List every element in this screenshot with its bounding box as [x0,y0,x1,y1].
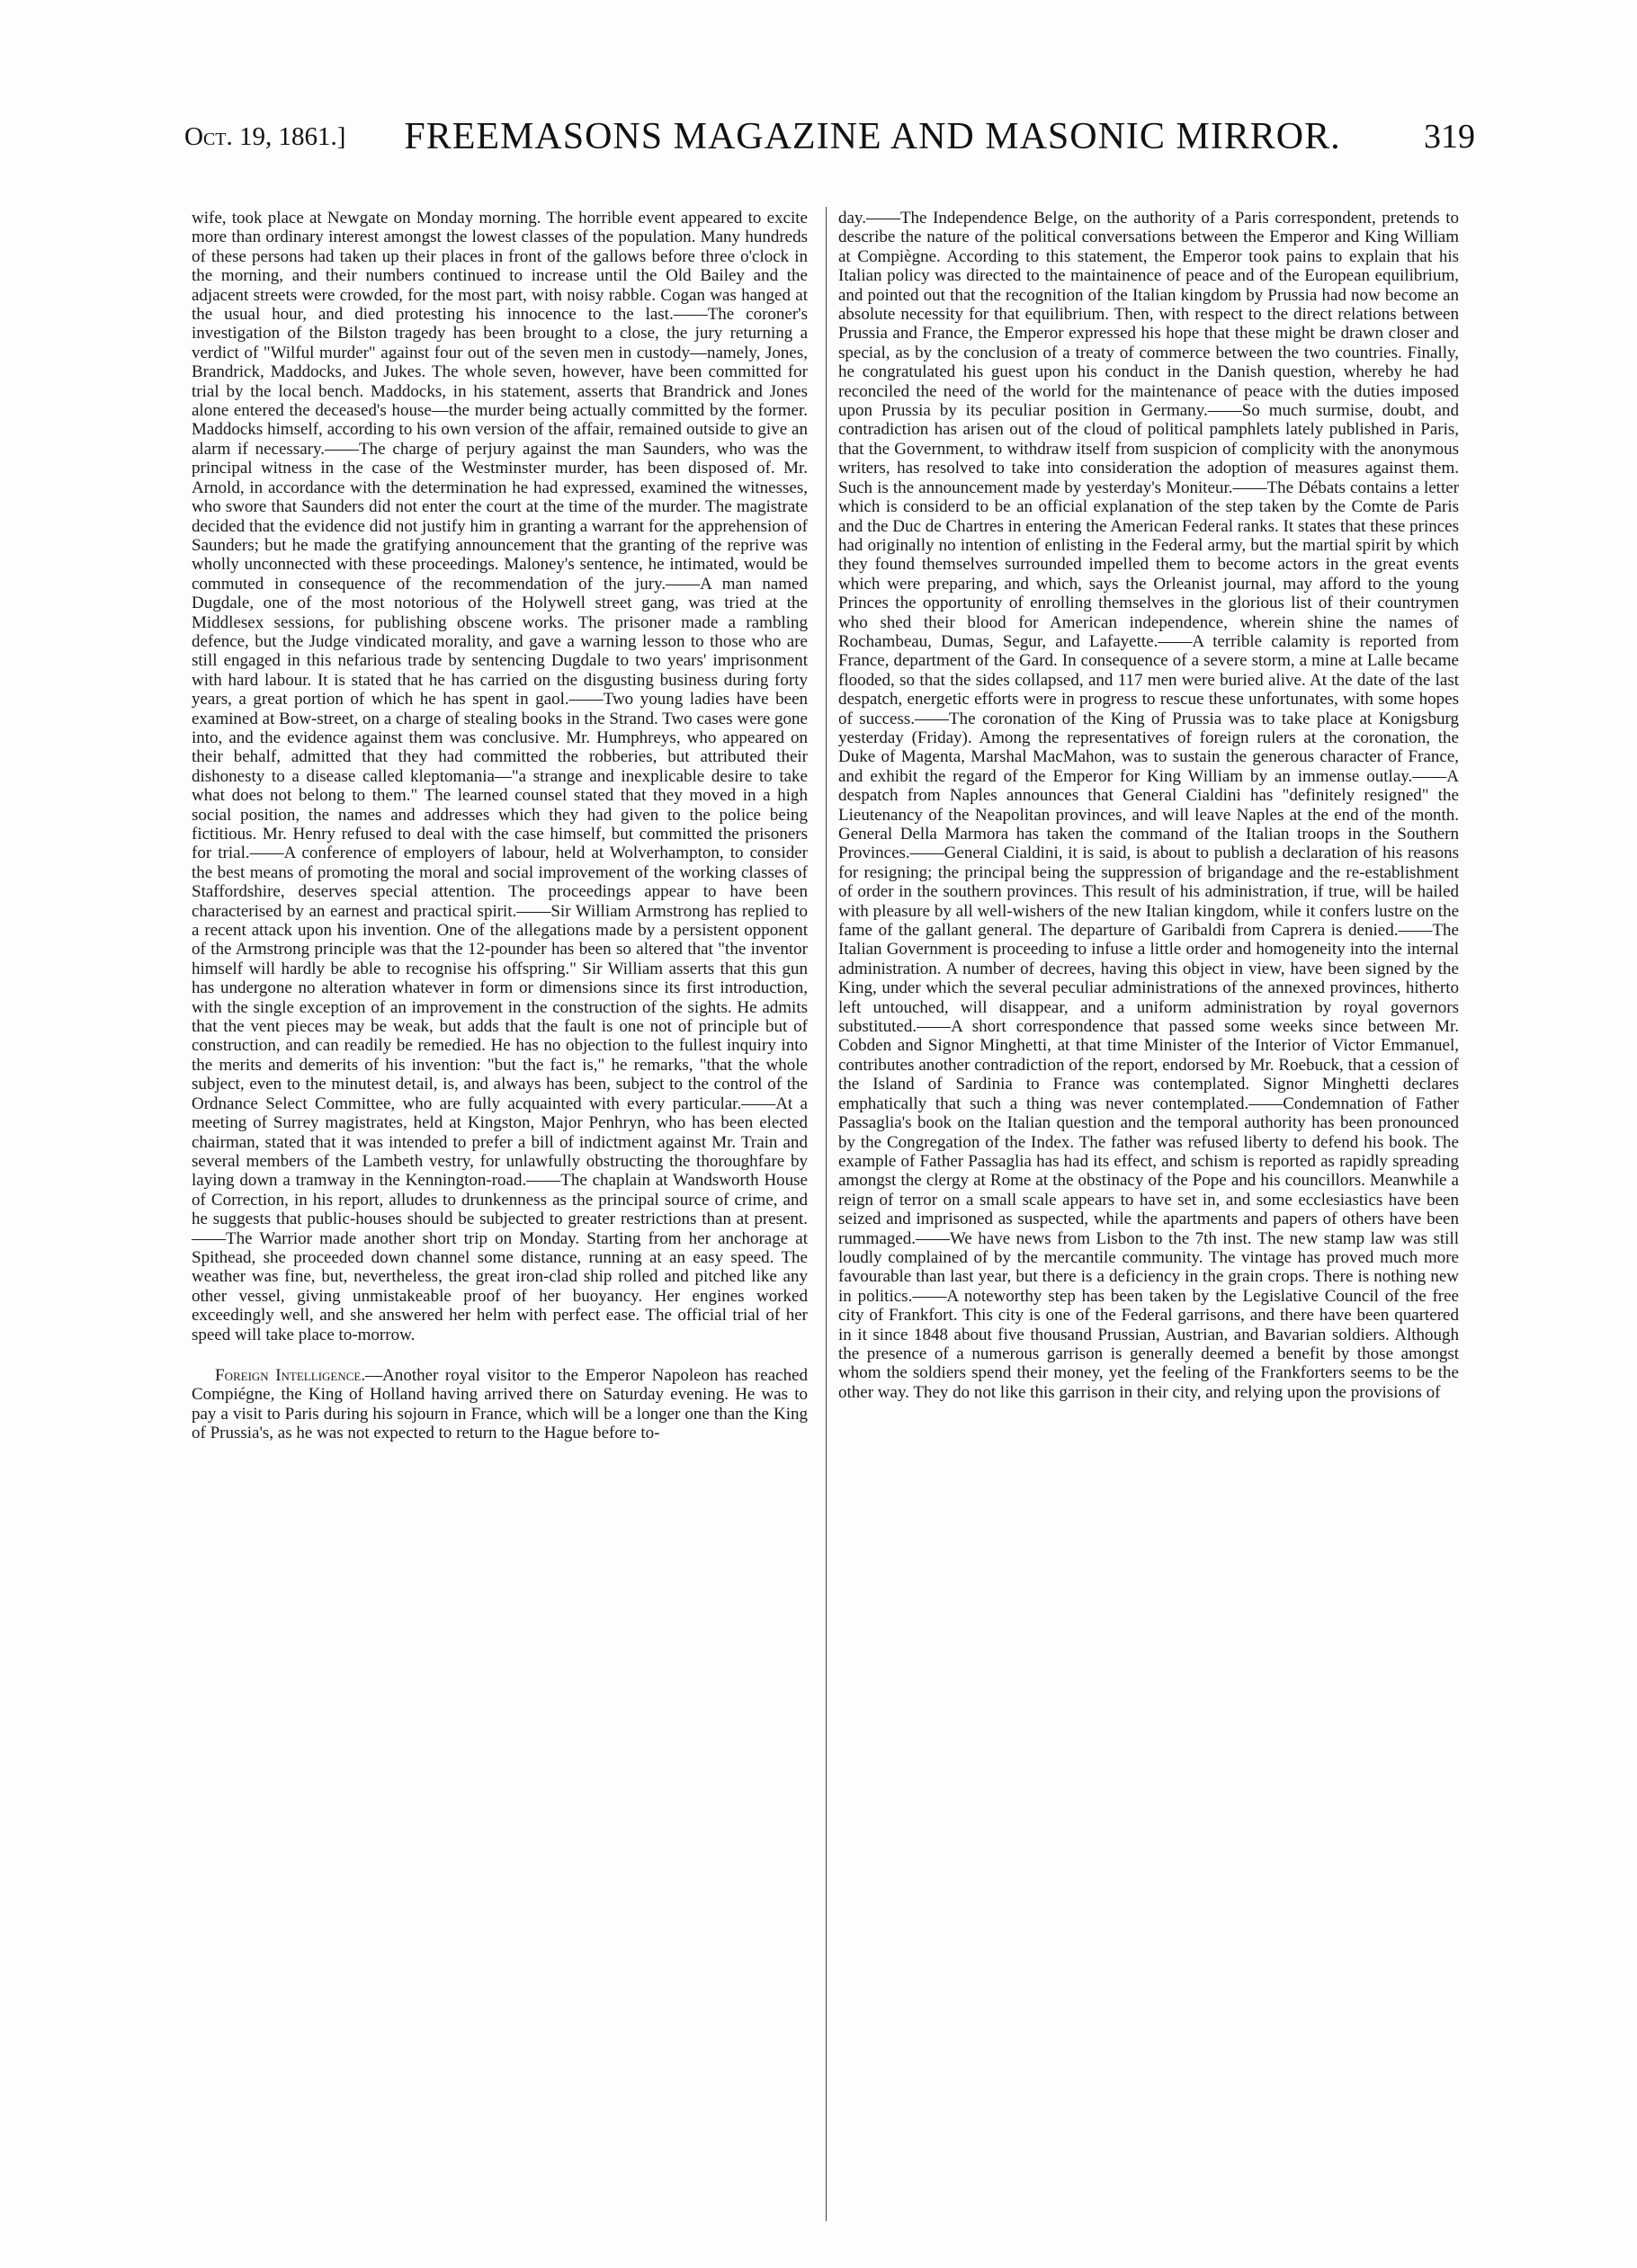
column-rule [826,207,827,2221]
foreign-intelligence-paragraph [192,1366,808,1443]
running-header [184,115,1475,158]
publication-title: FREEMASONS MAGAZINE AND MASONIC MIRROR. [404,116,1341,157]
issue-date: Oct. 19, 1861.] [184,122,346,151]
left-column [192,209,808,2223]
right-column [838,209,1459,2223]
article-paragraph: wife, took place at Newgate on Monday morning. The horrible event appeared to excite more than ordinary interest amongst the lowest classes of the population. Many hundreds of these persons had taken up their places in front of the gallows before three o'clock in the morning, and their numbers continued to increase until the Old Bailey and the adjacent streets were crowded, for the most part, with noisy rabble. Cogan was hanged at the usual hour, and died protesting his innocence to the last.——The coroner's investigation of the Bilston tragedy has been brought to a close, the jury returning a verdict of "Wilful murder" against four out of the seven men in custody—namely, Jones, Brandrick, Maddocks, and Jukes. The whole seven, however, have been committed for trial by the local bench. Maddocks, in his statement, asserts that Brandrick and Jones alone entered the deceased's house—the murder being actually committed by the former. Maddocks himself, according to his own version of the affair, remained outside to give an alarm if necessary.——The charge of perjury against the man Saunders, who was the principal witness in the case of the Westminster murder, has been disposed of. Mr. Arnold, in accordance with the determination he had expressed, examined the witnesses, who swore that Saunders did not enter the court at the time of the murder. The magistrate decided that the evidence did not justify him in granting a warrant for the apprehension of Saunders; but he made the gratifying announcement that the granting of the reprive was wholly unconnected with these proceedings. Maloney's sentence, he intimated, would be commuted in consequence of the recommendation of the jury.——A man named Dugdale, one of the most notorious of the Holywell street gang, was tried at the Middlesex sessions, for publishing obscene works. The prisoner made a rambling defence, but the Judge vindicated morality, and gave a warning lesson to those who are still engaged in this nefarious trade by sentencing Dugdale to two years' imprisonment with hard labour. It is stated that he has carried on the disgusting business during forty years, a great portion of which he has spent in gaol.——Two young ladies have been examined at Bow-street, on a charge of stealing books in the Strand. Two cases were gone into, and the evidence against them was conclusive. Mr. Humphreys, who appeared on their behalf, admitted that they had committed the robberies, but attributed their dishonesty to a disease called kleptomania—"a strange and inexplicable desire to take what does not belong to them." The learned counsel stated that they moved in a high social position, the names and addresses which they had given to the police being fictitious. Mr. Henry refused to deal with the case himself, but committed the prisoners for trial.——A conference of employers of labour, held at Wolverhampton, to consider the best means of promoting the moral and social improvement of the working classes of Staffordshire, deserves special attention. The proceedings appear to have been characterised by an earnest and practical spirit.——Sir William Armstrong has replied to a recent attack upon his invention. One of the allegations made by a persistent opponent of the Armstrong principle was that the 12-pounder has been so altered that "the inventor himself will hardly be able to recognise his offspring." Sir William asserts that this gun has undergone no alteration whatever in form or dimensions since its first introduction, with the single exception of an improvement in the construction of the sights. He admits that the vent pieces may be weak, but adds that the fault is one not of principle but of construction, and can readily be remedied. He has no objection to the fullest inquiry into the merits and demerits of his invention: "but the fact is," he remarks, "that the whole subject, even to the minutest detail, is, and always has been, subject to the control of the Ordnance Select Committee, who are fully acquainted with every particular.——At a meeting of Surrey magistrates, held at Kingston, Major Penhryn, who has been elected chairman, stated that it was intended to prefer a bill of indictment against Mr. Train and several members of the Lambeth vestry, for unlawfully obstructing the thoroughfare by laying down a tramway in the Kennington-road.——The chaplain at Wandsworth House of Correction, in his report, alludes to drunkenness as the principal source of crime, and he suggests that public-houses should be subjected to greater restrictions than at present.——The Warrior made another short trip on Monday. Starting from her anchorage at Spithead, she proceeded down channel some distance, running at an easy speed. The weather was fine, but, nevertheless, the great iron-clad ship rolled and pitched like any other vessel, giving unmistakeable proof of her buoyancy. Her engines worked exceedingly well, and she answered her helm with perfect ease. The official trial of her speed will take place to-morrow. [192,209,808,1344]
section-lead: Foreign Intelligence. [215,1365,366,1385]
article-paragraph: day.——The Independence Belge, on the authority of a Paris correspondent, pretends to describe the nature of the political conversations between the Emperor and King William at Compiègne. According to this statement, the Emperor took pains to explain that his Italian policy was directed to the maintainence of peace and of the European equilibrium, and pointed out that the recognition of the Italian kingdom by Prussia had now become an absolute necessity for that equilibrium. Then, with respect to the direct relations between Prussia and France, the Emperor expressed his hope that these might be drawn closer and special, as by the conclusion of a treaty of commerce between the two countries. Finally, he congratulated his guest upon his conduct in the Danish question, whereby he had reconciled the need of the world for the maintenance of peace with the duties imposed upon Prussia by its peculiar position in Germany.——So much surmise, doubt, and contradiction has arisen out of the cloud of political pamphlets lately published in Paris, that the Government, to withdraw itself from suspicion of complicity with the anonymous writers, has resolved to take into consideration the adoption of measures against them. Such is the announcement made by yesterday's Moniteur.——The Débats contains a letter which is considerd to be an official explanation of the step taken by the Comte de Paris and the Duc de Chartres in entering the American Federal ranks. It states that these princes had originally no intention of enlisting in the Federal army, but the martial spirit by which they found themselves surrounded impelled them to become actors in the great events which were preparing, and which, says the Orleanist journal, may afford to the young Princes the opportunity of enrolling themselves in the glorious list of their countrymen who shed their blood for American independence, wherein shine the names of Rochambeau, Dumas, Segur, and Lafayette.——A terrible calamity is reported from France, department of the Gard. In consequence of a severe storm, a mine at Lalle became flooded, so that the sides collapsed, and 117 men were buried alive. At the date of the last despatch, energetic efforts were in progress to rescue these unfortunates, with some hopes of success.——The coronation of the King of Prussia was to take place at Konigsburg yesterday (Friday). Among the representatives of foreign rulers at the coronation, the Duke of Magenta, Marshal MacMahon, was to sustain the generous character of France, and exhibit the regard of the Emperor for King William by an immense outlay.——A despatch from Naples announces that General Cialdini has "definitely resigned" the Lieutenancy of the Neapolitan provinces, and will leave Naples at the end of the month. General Della Marmora has taken the command of the Italian troops in the Southern Provinces.——General Cialdini, it is said, is about to publish a declaration of his reasons for resigning; the principal being the suppression of brigandage and the re-establishment of order in the southern provinces. This result of his administration, if true, will be hailed with pleasure by all well-wishers of the new Italian kingdom, while it confers lustre on the fame of the gallant general. The departure of Garibaldi from Caprera is denied.——The Italian Government is proceeding to infuse a little order and homogeneity into the internal administration. A number of decrees, having this object in view, have been signed by the King, under which the several peculiar administrations of the annexed provinces, hitherto left untouched, will disappear, and a uniform administration by royal governors substituted.——A short correspondence that passed some weeks since between Mr. Cobden and Signor Minghetti, at that time Minister of the Interior of Victor Emmanuel, contributes another contradiction of the report, endorsed by Mr. Roebuck, that a cession of the Island of Sardinia to France was contemplated. Signor Minghetti declares emphatically that such a thing was never contemplated.——Condemnation of Father Passaglia's book on the Italian question and the temporal authority has been pronounced by the Congregation of the Index. The father was refused liberty to defend his book. The example of Father Passaglia has had its effect, and schism is reported as rapidly spreading amongst the clergy at Rome at the obstinacy of the Pope and his councillors. Meanwhile a reign of terror on a small scale appears to have set in, and some ecclesiastics have been seized and imprisoned as suspected, while the apartments and papers of others have been rummaged.——We have news from Lisbon to the 7th inst. The new stamp law was still loudly complained of by the mercantile community. The vintage has proved much more favourable than last year, but there is a deficiency in the grain crops. There is nothing new in politics.——A noteworthy step has been taken by the Legislative Council of the free city of Frankfort. This city is one of the Federal garrisons, and there have been quartered in it since 1848 about five thousand Prussian, Austrian, and Bavarian soldiers. Although the presence of a numerous garrison is generally deemed a benefit by those amongst whom the soldiers spend their money, yet the feeling of the Frankforters seems to be the other way. They do not like this garrison in their city, and relying upon the provisions of [838,209,1459,1402]
page-number: 319 [1424,118,1475,156]
paragraph-body: —Another royal visitor to the Emperor Napoleon has reached Compiégne, the King of Holland having arrived there on Saturday evening. He was to pay a visit to Paris during his sojourn in France, which will be a longer one than the King of Prussia's, as he was not expected to return to the Hague before to- [192,1365,808,1443]
